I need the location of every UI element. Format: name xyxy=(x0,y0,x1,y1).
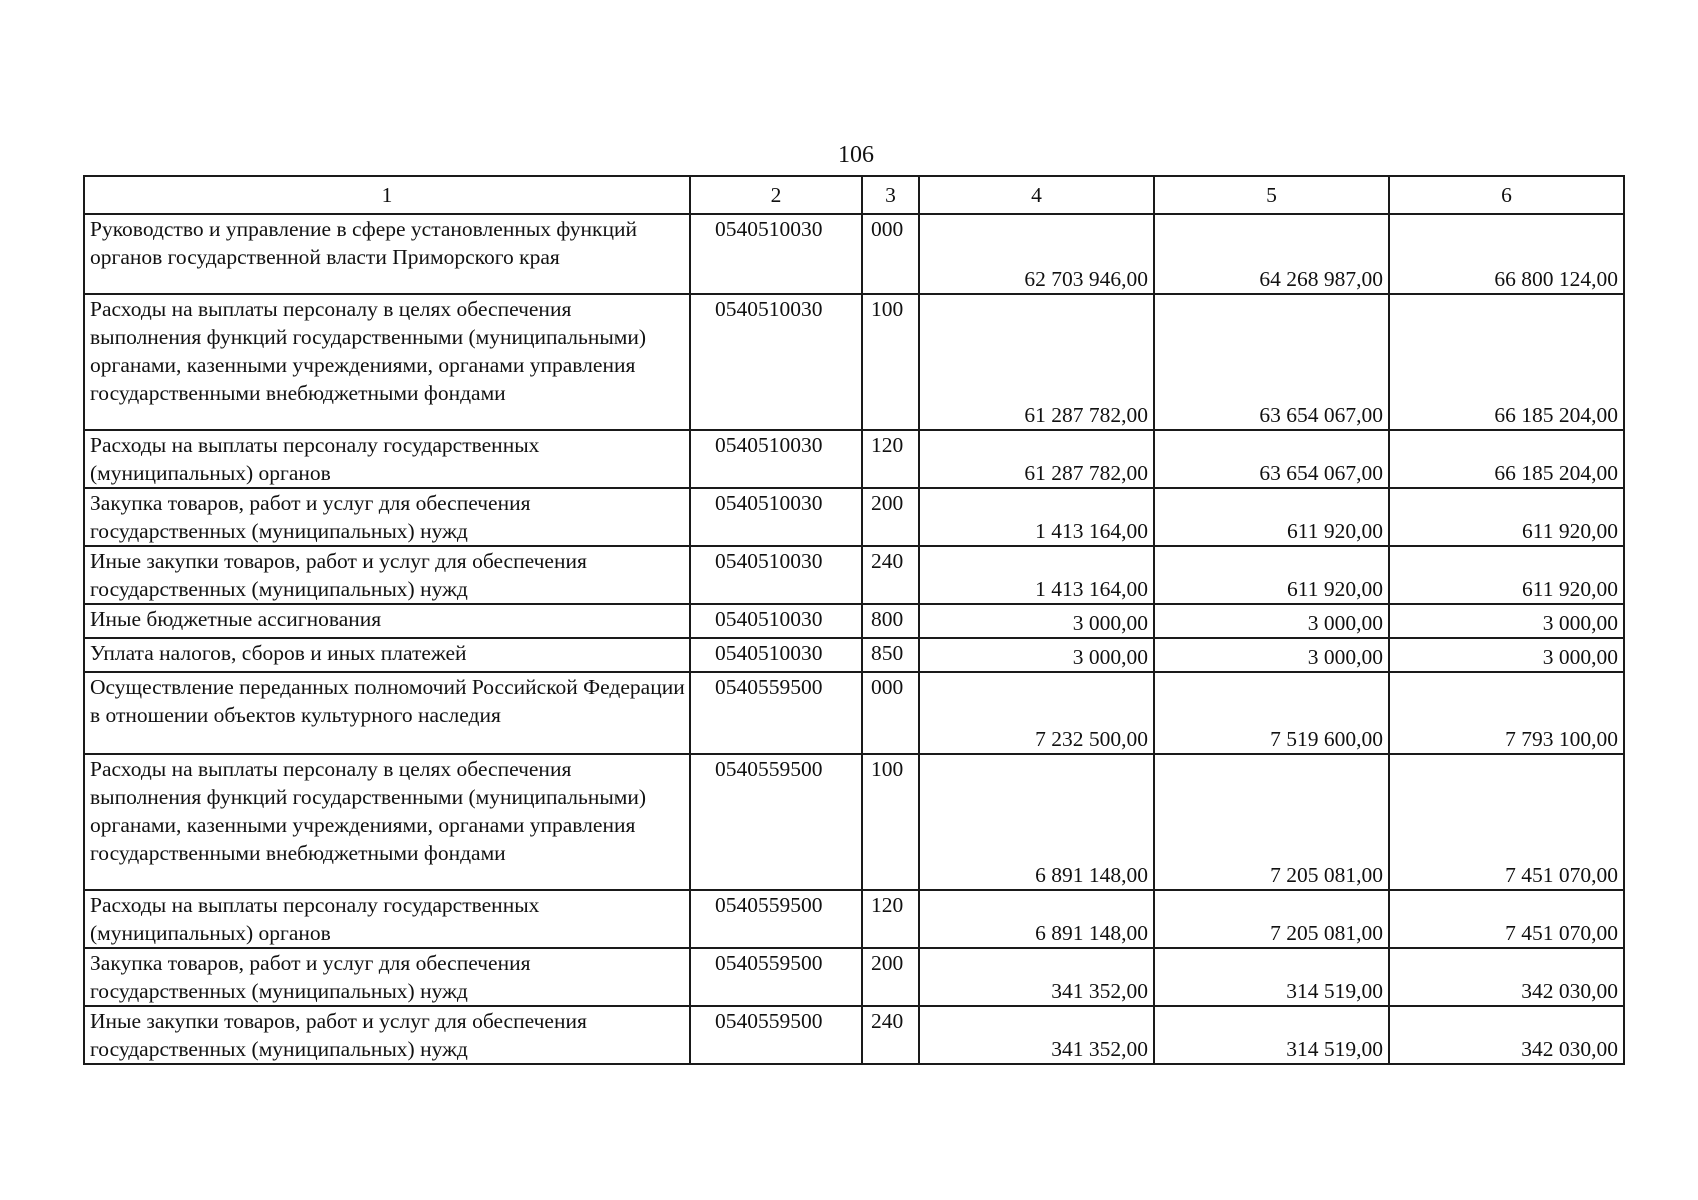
row-value-5: 63 654 067,00 xyxy=(1154,294,1389,430)
row-code: 0540559500 xyxy=(690,890,862,948)
row-value-6: 342 030,00 xyxy=(1389,948,1624,1006)
table-row xyxy=(84,1006,1624,1064)
row-code: 0540510030 xyxy=(690,546,862,604)
table-row xyxy=(84,638,1624,672)
row-value-6: 7 451 070,00 xyxy=(1389,890,1624,948)
row-value-5: 64 268 987,00 xyxy=(1154,214,1389,294)
column-header-5: 5 xyxy=(1154,176,1389,214)
row-value-4: 1 413 164,00 xyxy=(919,488,1154,546)
row-type: 800 xyxy=(862,604,919,638)
row-name: Расходы на выплаты персоналу в целях обеспечения выполнения функций государственными (муниципальными) органами, казенными учреждениями, органами управления государственными внебюджетными фондами xyxy=(84,754,690,890)
row-value-6: 3 000,00 xyxy=(1389,638,1624,672)
row-value-6: 611 920,00 xyxy=(1389,488,1624,546)
row-code: 0540510030 xyxy=(690,214,862,294)
row-name: Осуществление переданных полномочий Российской Федерации в отношении объектов культурного наследия xyxy=(84,672,690,754)
row-value-4: 6 891 148,00 xyxy=(919,890,1154,948)
table-row xyxy=(84,214,1624,294)
row-code: 0540510030 xyxy=(690,638,862,672)
column-header-4: 4 xyxy=(919,176,1154,214)
row-type: 000 xyxy=(862,672,919,754)
row-name: Руководство и управление в сфере установленных функций органов государственной власти Приморского края xyxy=(84,214,690,294)
row-type: 100 xyxy=(862,294,919,430)
row-code: 0540559500 xyxy=(690,1006,862,1064)
row-value-6: 66 800 124,00 xyxy=(1389,214,1624,294)
row-value-5: 3 000,00 xyxy=(1154,604,1389,638)
table-row xyxy=(84,294,1624,430)
row-code: 0540559500 xyxy=(690,948,862,1006)
row-code: 0540510030 xyxy=(690,604,862,638)
page-number: 106 xyxy=(838,142,874,168)
table-row xyxy=(84,948,1624,1006)
row-value-6: 3 000,00 xyxy=(1389,604,1624,638)
table-row xyxy=(84,672,1624,754)
row-value-5: 7 205 081,00 xyxy=(1154,890,1389,948)
row-value-6: 611 920,00 xyxy=(1389,546,1624,604)
row-code: 0540510030 xyxy=(690,430,862,488)
row-name: Иные закупки товаров, работ и услуг для обеспечения государственных (муниципальных) нужд xyxy=(84,546,690,604)
budget-table xyxy=(83,175,1625,1065)
row-value-4: 61 287 782,00 xyxy=(919,430,1154,488)
row-value-4: 3 000,00 xyxy=(919,638,1154,672)
row-value-4: 62 703 946,00 xyxy=(919,214,1154,294)
row-value-5: 3 000,00 xyxy=(1154,638,1389,672)
row-code: 0540559500 xyxy=(690,754,862,890)
column-header-2: 2 xyxy=(690,176,862,214)
column-header-3: 3 xyxy=(862,176,919,214)
row-value-6: 7 793 100,00 xyxy=(1389,672,1624,754)
row-type: 100 xyxy=(862,754,919,890)
row-value-4: 3 000,00 xyxy=(919,604,1154,638)
table-row xyxy=(84,754,1624,890)
row-value-4: 7 232 500,00 xyxy=(919,672,1154,754)
row-name: Расходы на выплаты персоналу государственных (муниципальных) органов xyxy=(84,890,690,948)
row-value-5: 7 205 081,00 xyxy=(1154,754,1389,890)
row-type: 850 xyxy=(862,638,919,672)
table-row xyxy=(84,430,1624,488)
table-row xyxy=(84,488,1624,546)
table-row xyxy=(84,546,1624,604)
row-value-5: 611 920,00 xyxy=(1154,488,1389,546)
row-type: 240 xyxy=(862,1006,919,1064)
row-name: Уплата налогов, сборов и иных платежей xyxy=(84,638,690,672)
row-name: Иные бюджетные ассигнования xyxy=(84,604,690,638)
table-header-row xyxy=(84,176,1624,214)
row-name: Расходы на выплаты персоналу в целях обеспечения выполнения функций государственными (муниципальными) органами, казенными учреждениями, органами управления государственными внебюджетными фондами xyxy=(84,294,690,430)
row-value-4: 6 891 148,00 xyxy=(919,754,1154,890)
row-type: 120 xyxy=(862,430,919,488)
row-value-6: 66 185 204,00 xyxy=(1389,294,1624,430)
row-value-4: 61 287 782,00 xyxy=(919,294,1154,430)
row-value-4: 341 352,00 xyxy=(919,948,1154,1006)
table-row xyxy=(84,890,1624,948)
row-value-5: 7 519 600,00 xyxy=(1154,672,1389,754)
row-code: 0540510030 xyxy=(690,488,862,546)
row-value-4: 1 413 164,00 xyxy=(919,546,1154,604)
row-type: 000 xyxy=(862,214,919,294)
row-name: Закупка товаров, работ и услуг для обеспечения государственных (муниципальных) нужд xyxy=(84,488,690,546)
table-row xyxy=(84,604,1624,638)
row-value-5: 63 654 067,00 xyxy=(1154,430,1389,488)
row-code: 0540559500 xyxy=(690,672,862,754)
row-type: 200 xyxy=(862,948,919,1006)
column-header-6: 6 xyxy=(1389,176,1624,214)
row-name: Закупка товаров, работ и услуг для обеспечения государственных (муниципальных) нужд xyxy=(84,948,690,1006)
row-name: Иные закупки товаров, работ и услуг для обеспечения государственных (муниципальных) нужд xyxy=(84,1006,690,1064)
row-value-5: 314 519,00 xyxy=(1154,948,1389,1006)
row-value-5: 314 519,00 xyxy=(1154,1006,1389,1064)
row-type: 200 xyxy=(862,488,919,546)
row-name: Расходы на выплаты персоналу государственных (муниципальных) органов xyxy=(84,430,690,488)
row-value-4: 341 352,00 xyxy=(919,1006,1154,1064)
column-header-1: 1 xyxy=(84,176,690,214)
row-value-6: 7 451 070,00 xyxy=(1389,754,1624,890)
row-type: 240 xyxy=(862,546,919,604)
row-value-6: 66 185 204,00 xyxy=(1389,430,1624,488)
row-code: 0540510030 xyxy=(690,294,862,430)
row-value-6: 342 030,00 xyxy=(1389,1006,1624,1064)
row-value-5: 611 920,00 xyxy=(1154,546,1389,604)
row-type: 120 xyxy=(862,890,919,948)
